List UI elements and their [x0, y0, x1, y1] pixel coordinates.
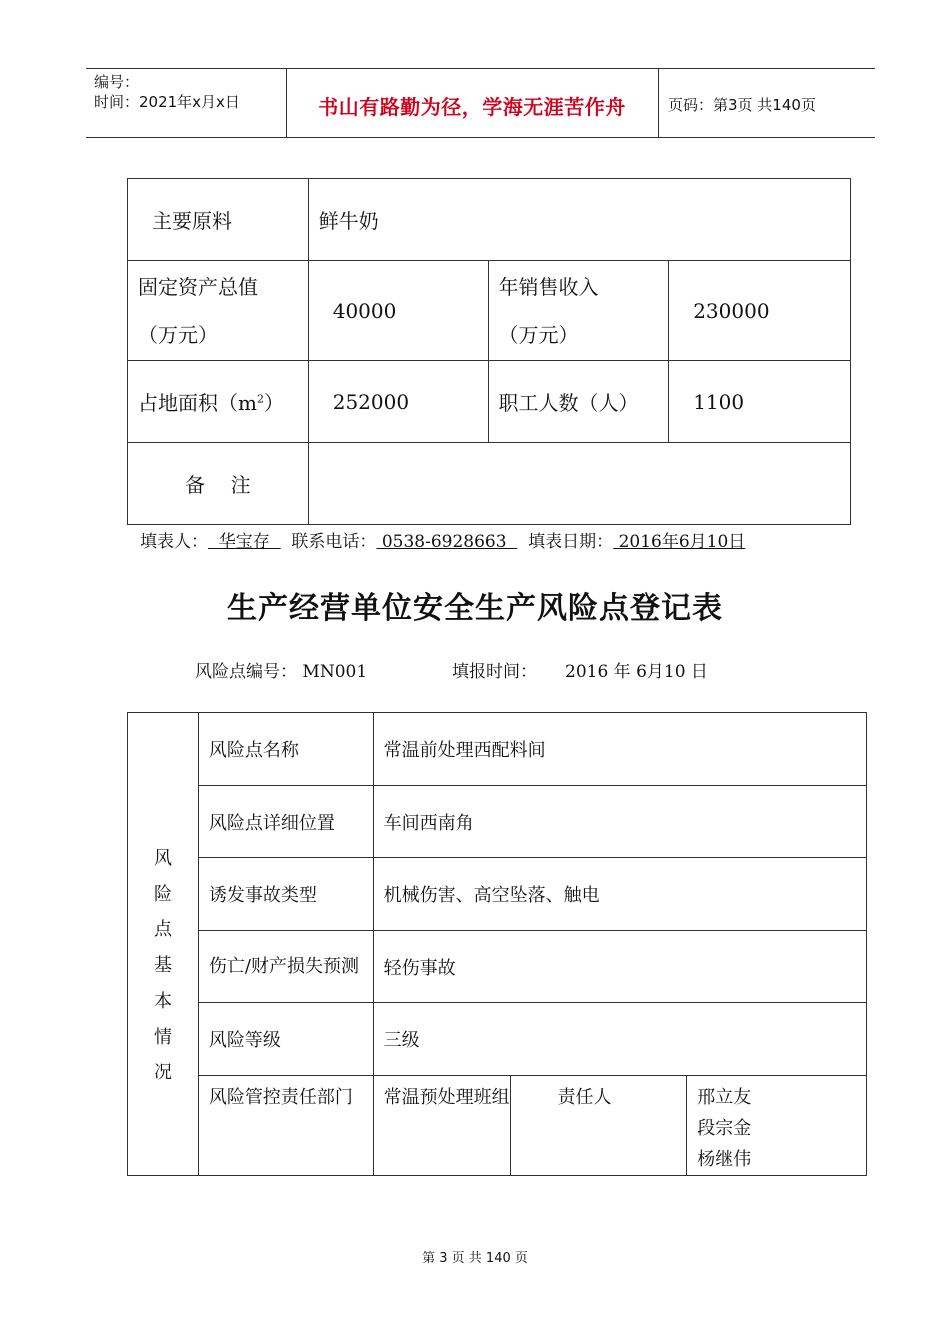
- annual-sales-label-line1: 年销售收入: [498, 274, 599, 299]
- header-number: 编号：: [94, 73, 140, 91]
- filler-value: 华宝存: [208, 532, 281, 552]
- person-name: 邢立友: [697, 1087, 752, 1108]
- page-footer: 第 3 页 共 140 页: [422, 1251, 528, 1266]
- person-list: [687, 1076, 867, 1176]
- annual-sales-label: [488, 261, 669, 361]
- person-label: 责任人: [511, 1076, 687, 1176]
- area-label-text: 占地面积（m: [138, 391, 257, 415]
- fixed-assets-label: [128, 261, 309, 361]
- remarks-label: 备 注: [128, 443, 309, 525]
- risk-number-label: 风险点编号：: [195, 662, 297, 682]
- fixed-assets-value: 40000: [308, 261, 488, 361]
- date-value: 2016年6月10日: [613, 532, 746, 552]
- area-label: [128, 361, 309, 443]
- person-name: 段宗金: [697, 1118, 752, 1139]
- risk-group-label-text: 风险点基本情况: [153, 848, 172, 1084]
- loss-forecast-value: 轻伤事故: [373, 931, 866, 1003]
- risk-location-label: 风险点详细位置: [198, 786, 373, 858]
- risk-number-value: MN001: [302, 662, 368, 682]
- filler-label: 填表人：: [140, 532, 208, 552]
- sign-line: [140, 527, 745, 552]
- accident-type-label: 诱发事故类型: [198, 858, 373, 931]
- phone-value: 0538-6928663: [376, 532, 518, 552]
- staff-value: 1100: [669, 361, 851, 443]
- loss-forecast-label: 伤亡/财产损失预测: [198, 931, 373, 1003]
- accident-type-value: 机械伤害、高空坠落、触电: [373, 858, 866, 931]
- header-motto: 书山有路勤为径，学海无涯苦作舟: [318, 95, 626, 119]
- risk-name-value: 常温前处理西配料间: [373, 713, 866, 786]
- dept-value: 常温预处理班组: [373, 1076, 511, 1176]
- area-label-sup: 2: [256, 392, 264, 406]
- company-info-table: [127, 178, 851, 525]
- dept-label: 风险管控责任部门: [198, 1076, 373, 1176]
- fill-time-value: 2016 年 6月10 日: [565, 662, 708, 682]
- risk-name-label: 风险点名称: [198, 713, 373, 786]
- fixed-assets-label-line2: （万元）: [138, 322, 218, 347]
- area-value: 252000: [308, 361, 488, 443]
- raw-material-value: 鲜牛奶: [308, 179, 850, 261]
- fill-time-label: 填报时间：: [452, 662, 537, 682]
- raw-material-label: 主要原料: [128, 179, 309, 261]
- person-name: 杨继伟: [697, 1149, 752, 1170]
- area-label-close: ）: [263, 391, 284, 415]
- header-info: [94, 72, 240, 112]
- risk-group-label: [128, 713, 199, 1176]
- risk-number: [195, 657, 367, 682]
- risk-point-table: [127, 712, 867, 1176]
- header-divider-2: [658, 69, 659, 137]
- risk-level-value: 三级: [373, 1003, 866, 1076]
- page-title: 生产经营单位安全生产风险点登记表: [227, 591, 723, 626]
- date-label: 填表日期：: [517, 532, 614, 552]
- page-header: [86, 68, 875, 138]
- fill-time: [452, 657, 708, 682]
- annual-sales-label-line2: （万元）: [498, 322, 579, 347]
- staff-label: 职工人数（人）: [488, 361, 669, 443]
- risk-level-label: 风险等级: [198, 1003, 373, 1076]
- header-page-number: 页码：第3页 共140页: [668, 96, 816, 114]
- annual-sales-value: 230000: [669, 261, 851, 361]
- risk-location-value: 车间西南角: [373, 786, 866, 858]
- fixed-assets-label-line1: 固定资产总值: [138, 274, 258, 299]
- remarks-value: [308, 443, 850, 525]
- header-time: 时间：2021年x月x日: [94, 93, 240, 111]
- phone-label: 联系电话：: [280, 532, 377, 552]
